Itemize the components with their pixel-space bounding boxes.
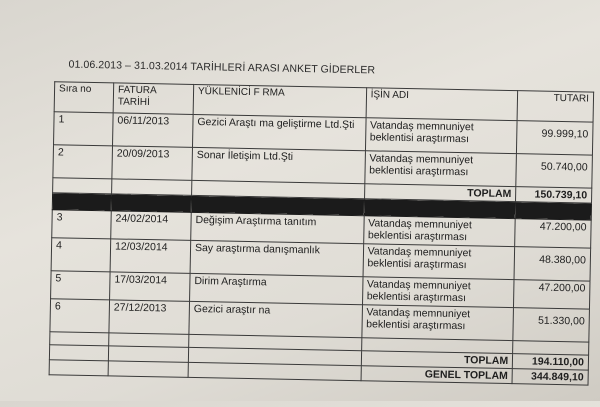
expense-table	[49, 81, 595, 385]
row-firm: Sonar İletişim Ltd.Şti	[192, 147, 365, 183]
row-firm: Gezici araştır na	[189, 301, 362, 337]
row-no: 6	[50, 299, 110, 333]
row-amount: 99.999,10	[517, 121, 593, 155]
row-amount: 48.380,00	[514, 247, 590, 281]
row-firm: Gezici Araştı ma geliştirme Ltd.Şti	[192, 114, 365, 150]
row-no: 3	[52, 210, 111, 239]
subtotal-label: TOPLAM	[364, 184, 516, 202]
row-firm: Say araştırma danışmanlık	[190, 240, 363, 276]
subtotal-amount: 150.739,10	[516, 187, 592, 203]
row-job: Vatandaş memnuniyet beklentisi araştırması	[361, 305, 513, 341]
grand-total-label: GENEL TOPLAM	[361, 366, 513, 384]
subtotal-amount: 194.110,00	[512, 354, 588, 370]
row-firm: Değişim Araştırma tanıtım	[191, 212, 364, 243]
row-date: 06/11/2013	[112, 113, 193, 148]
row-amount: 47.200,00	[514, 280, 590, 309]
subtotal-label: TOPLAM	[361, 351, 513, 369]
row-job: Vatandaş memnuniyet beklentisi araştırması	[363, 216, 515, 247]
row-date: 20/09/2013	[112, 146, 193, 181]
row-job: Vatandaş memnuniyet beklentisi araştırması	[362, 277, 514, 308]
row-amount: 47.200,00	[515, 219, 591, 248]
row-amount: 50.740,00	[516, 154, 592, 188]
row-no: 1	[54, 112, 114, 146]
column-header-amount: TUTARI	[517, 91, 593, 122]
document-title: 01.06.2013 – 31.03.2014 TARİHLERİ ARASI ANKET GİDERLER	[68, 58, 376, 77]
row-amount: 51.330,00	[513, 308, 589, 342]
row-no: 5	[51, 271, 110, 300]
row-firm: Dirim Araştırma	[189, 273, 362, 304]
column-header-firm: YÜKLENİCİ F RMA	[193, 84, 366, 117]
row-date: 12/03/2014	[110, 239, 191, 274]
row-date: 24/02/2014	[111, 211, 192, 241]
row-date: 27/12/2013	[109, 300, 190, 335]
grand-total-amount: 344.849,10	[512, 369, 588, 385]
column-header-date: FATURA TARİHİ	[113, 83, 194, 115]
row-no: 2	[53, 145, 113, 179]
row-date: 17/03/2014	[110, 272, 191, 302]
column-header-no: Sıra no	[54, 82, 114, 113]
row-job: Vatandaş memnuniyet beklentisi araştırması	[363, 244, 515, 280]
row-no: 4	[51, 238, 111, 272]
column-header-job: İŞİN ADI	[366, 88, 518, 121]
row-job: Vatandaş memnuniyet beklentisi araştırması	[364, 151, 516, 187]
row-job: Vatandaş memnuniyet beklentisi araştırması	[365, 118, 517, 154]
